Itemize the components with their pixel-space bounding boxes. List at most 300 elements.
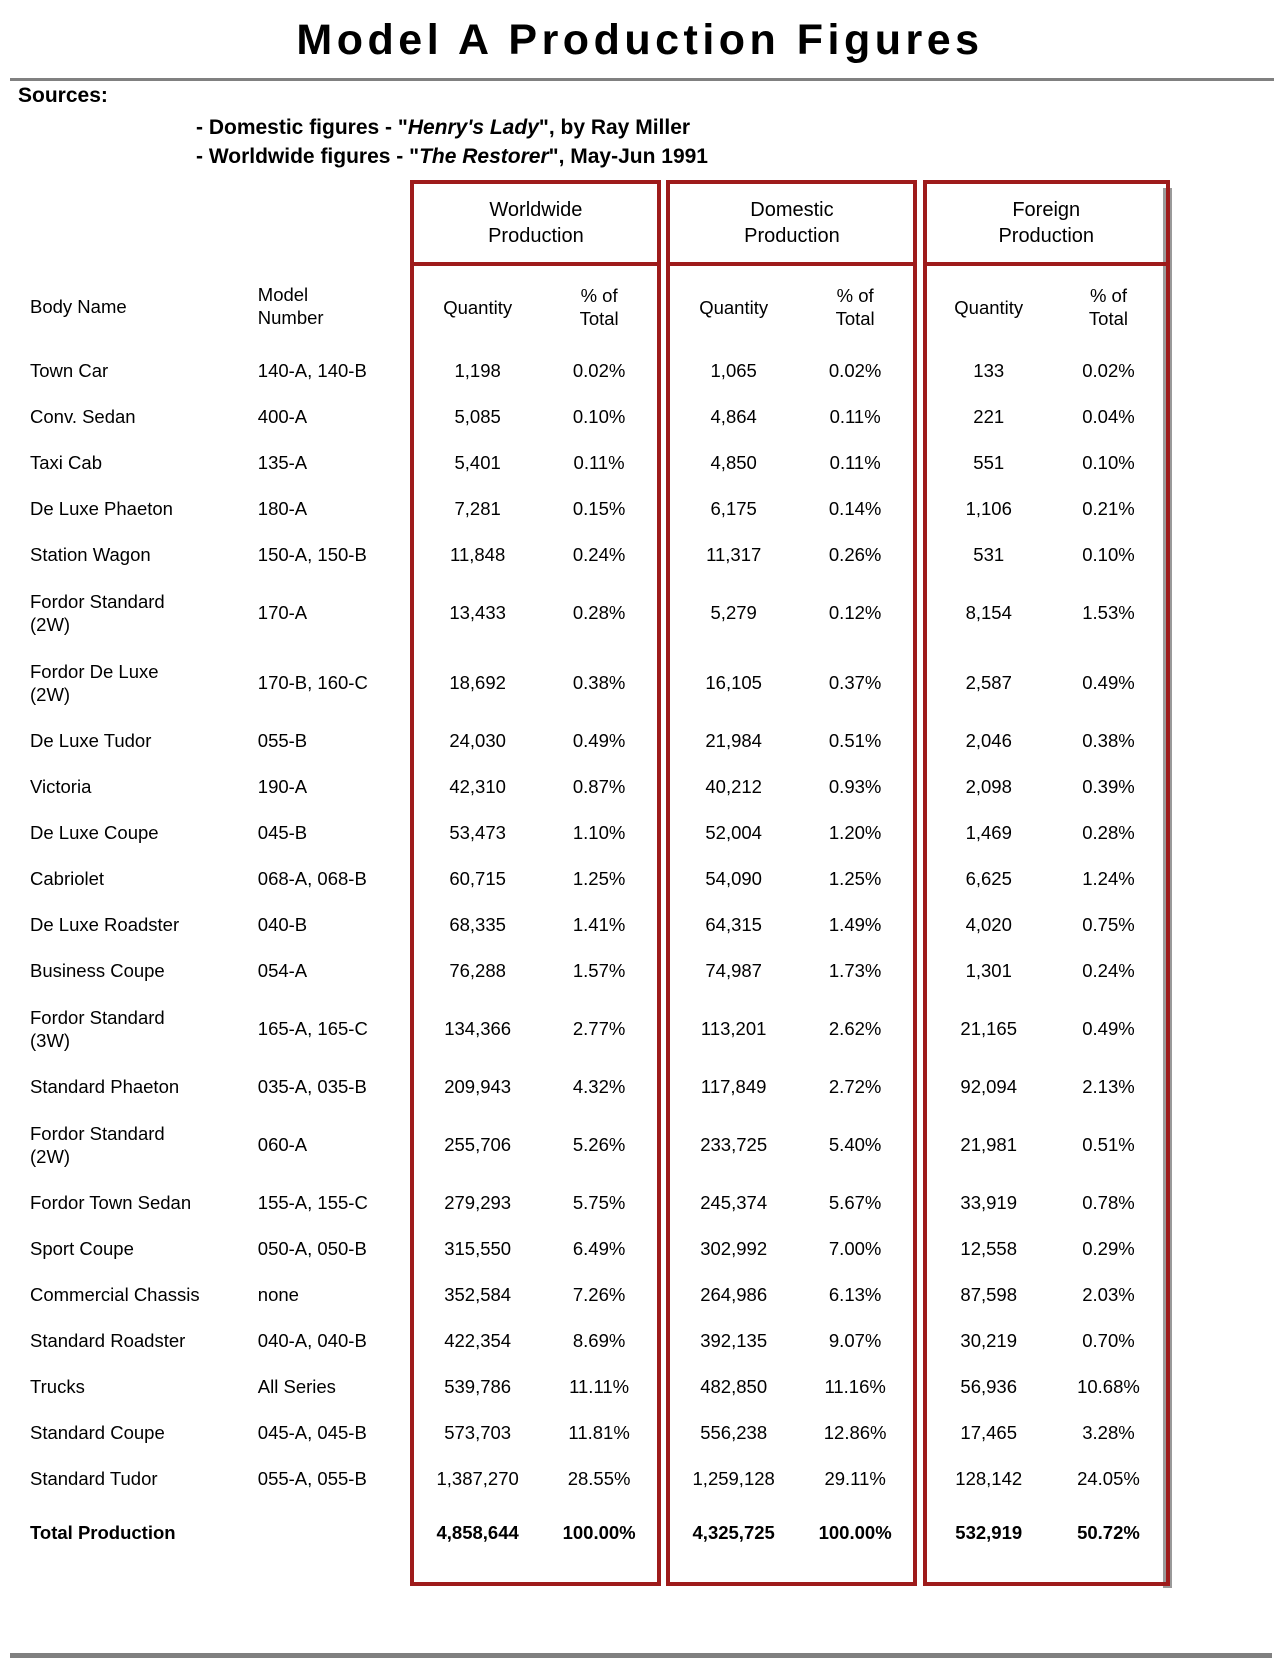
cell-worldwide-quantity: 24,030 (412, 718, 540, 764)
group-gap-1-cell (659, 948, 668, 994)
cell-domestic-pct: 0.11% (797, 440, 916, 486)
cell-worldwide-pct: 1.10% (541, 810, 660, 856)
cell-foreign-pct: 0.29% (1051, 1226, 1168, 1272)
group-header-domestic-line2: Production (744, 225, 840, 247)
cell-body-name (0, 578, 258, 648)
cell-worldwide-pct: 2.77% (541, 994, 660, 1064)
cell-foreign-pct: 0.10% (1051, 440, 1168, 486)
cell-worldwide-pct: 0.38% (541, 648, 660, 718)
group-header-foreign-line1: Foreign (1012, 199, 1081, 221)
cell-domestic-pct: 2.72% (797, 1064, 916, 1110)
page-title: Model A Production Figures (296, 16, 984, 64)
cell-foreign-quantity: 1,106 (925, 486, 1051, 532)
group-gap-1-cell (659, 532, 668, 578)
source-line-domestic-suffix: ", by Ray Miller (538, 116, 691, 139)
cell-worldwide-pct: 11.81% (541, 1410, 660, 1456)
cell-body-name: Standard Phaeton (30, 1076, 180, 1097)
cell-foreign-pct: 0.02% (1051, 348, 1168, 394)
cell-worldwide-pct: 8.69% (541, 1318, 660, 1364)
cell-worldwide-quantity: 539,786 (412, 1364, 540, 1410)
source-line-worldwide (196, 142, 708, 171)
cell-worldwide-pct: 0.49% (541, 718, 660, 764)
source-line-domestic-title: Henry's Lady (407, 116, 539, 139)
group-gap-2-cell (915, 764, 924, 810)
cell-model-number: 170-A (257, 602, 308, 623)
cell-worldwide-quantity: 13,433 (412, 578, 540, 648)
group-gap-1-cell (659, 994, 668, 1064)
cell-domestic-quantity: 21,984 (668, 718, 796, 764)
table-body (0, 182, 1168, 1584)
group-gap-2-cell (915, 994, 924, 1064)
cell-domestic-quantity: 1,065 (668, 348, 796, 394)
cell-foreign-pct: 0.51% (1051, 1110, 1168, 1180)
cell-worldwide-quantity: 18,692 (412, 648, 540, 718)
cell-worldwide-quantity: 76,288 (412, 948, 540, 994)
cell-body-name: Business Coupe (30, 960, 165, 981)
cell-foreign-pct: 1.24% (1051, 856, 1168, 902)
table-row (0, 764, 1168, 810)
cell-body-name: Town Car (30, 360, 109, 381)
group-gap-2-cell (915, 532, 924, 578)
cell-foreign-quantity: 531 (925, 532, 1051, 578)
table-row (0, 348, 1168, 394)
group-gap-1-cell (659, 856, 668, 902)
cell-foreign-quantity: 128,142 (925, 1456, 1051, 1502)
column-header-model-number (258, 264, 413, 348)
group-header-worldwide-line1: Worldwide (489, 199, 583, 221)
cell-total-domestic-quantity: 4,325,725 (668, 1502, 796, 1564)
cell-foreign-quantity: 17,465 (925, 1410, 1051, 1456)
cell-body-name: Fordor Town Sedan (30, 1192, 192, 1213)
cell-body-name-line2: (2W) (30, 614, 71, 635)
cell-model-number: 055-B (257, 730, 308, 751)
cell-body-name-line2: (2W) (30, 1146, 71, 1167)
cell-worldwide-quantity: 68,335 (412, 902, 540, 948)
group-gap-1-cell (659, 1180, 668, 1226)
cell-domestic-pct: 0.14% (797, 486, 916, 532)
cell-domestic-pct: 0.12% (797, 578, 916, 648)
cell-model-number: 135-A (257, 452, 308, 473)
cell-worldwide-quantity: 573,703 (412, 1410, 540, 1456)
source-line-domestic-prefix: - Domestic figures - " (196, 116, 408, 139)
cell-total-foreign-pct: 50.72% (1051, 1502, 1168, 1564)
table-row (0, 902, 1168, 948)
cell-body-name (0, 994, 258, 1064)
table-bottom-cap-row (0, 1564, 1168, 1584)
cell-domestic-pct: 0.26% (797, 532, 916, 578)
table-row (0, 578, 1168, 648)
group-gap-1-cell (659, 1410, 668, 1456)
cell-worldwide-pct: 28.55% (541, 1456, 660, 1502)
cell-model-number: 170-B, 160-C (257, 672, 368, 693)
cell-domestic-quantity: 117,849 (668, 1064, 796, 1110)
cell-body-name: Taxi Cab (30, 452, 102, 473)
cell-foreign-quantity: 4,020 (925, 902, 1051, 948)
table-row (0, 948, 1168, 994)
cell-foreign-pct: 10.68% (1051, 1364, 1168, 1410)
cell-body-name: De Luxe Coupe (30, 822, 159, 843)
group-gap-2-cell (915, 1456, 924, 1502)
table-row (0, 648, 1168, 718)
sources-list (196, 113, 708, 171)
cell-model-number: 060-A (257, 1134, 308, 1155)
group-gap-1-cell (659, 394, 668, 440)
group-gap-1-cell (659, 486, 668, 532)
cell-foreign-pct: 2.13% (1051, 1064, 1168, 1110)
cell-foreign-pct: 0.49% (1051, 648, 1168, 718)
cell-worldwide-pct: 0.28% (541, 578, 660, 648)
production-figures-table (0, 180, 1170, 1586)
cell-worldwide-pct: 6.49% (541, 1226, 660, 1272)
group-gap-2-cell (915, 1272, 924, 1318)
cell-foreign-pct: 0.49% (1051, 994, 1168, 1064)
cell-model-number: 035-A, 035-B (257, 1076, 367, 1097)
group-gap-1-cell (659, 1064, 668, 1110)
cell-model-number: 400-A (257, 406, 308, 427)
table-row (0, 1364, 1168, 1410)
cell-worldwide-pct: 4.32% (541, 1064, 660, 1110)
column-header-foreign-pct (1051, 264, 1168, 348)
column-header-domestic-pct-line2: Total (835, 308, 875, 329)
cell-foreign-quantity: 551 (925, 440, 1051, 486)
column-header-body-name: Body Name (30, 295, 127, 317)
cell-domestic-quantity: 64,315 (668, 902, 796, 948)
group-gap-2-cell (915, 1410, 924, 1456)
column-header-worldwide-pct-line2: Total (579, 308, 619, 329)
cell-worldwide-pct: 5.26% (541, 1110, 660, 1180)
column-header-domestic-pct-line1: % of (836, 285, 874, 306)
group-gap-1-cell (659, 1318, 668, 1364)
cell-foreign-pct: 0.75% (1051, 902, 1168, 948)
cell-worldwide-quantity: 53,473 (412, 810, 540, 856)
group-gap-2-cell (915, 902, 924, 948)
cell-worldwide-quantity: 315,550 (412, 1226, 540, 1272)
group-gap-1-total (659, 1502, 668, 1564)
group-header-spacer-left (0, 182, 258, 264)
cell-foreign-pct: 0.28% (1051, 810, 1168, 856)
table-row (0, 994, 1168, 1064)
cell-foreign-pct: 2.03% (1051, 1272, 1168, 1318)
group-gap-1-cell (659, 440, 668, 486)
group-gap-1-cell (659, 648, 668, 718)
cell-foreign-quantity: 21,165 (925, 994, 1051, 1064)
group-header-worldwide (412, 182, 659, 264)
group-gap-1-sub (659, 264, 668, 348)
group-gap-2 (915, 182, 924, 264)
cell-worldwide-pct: 5.75% (541, 1180, 660, 1226)
cell-foreign-quantity: 2,046 (925, 718, 1051, 764)
cell-total-model (258, 1502, 413, 1564)
cell-body-name-line2: (3W) (30, 1030, 71, 1051)
cell-worldwide-pct: 1.41% (541, 902, 660, 948)
cell-model-number: 180-A (257, 498, 308, 519)
cell-worldwide-pct: 1.25% (541, 856, 660, 902)
cell-foreign-pct: 1.53% (1051, 578, 1168, 648)
group-header-spacer-left2 (258, 182, 413, 264)
cell-domestic-quantity: 245,374 (668, 1180, 796, 1226)
cell-domestic-pct: 0.11% (797, 394, 916, 440)
group-gap-1-cell (659, 1364, 668, 1410)
cell-total-foreign-quantity: 532,919 (925, 1502, 1051, 1564)
cell-foreign-quantity: 56,936 (925, 1364, 1051, 1410)
table-bottom-cap-cell (0, 1564, 258, 1584)
group-gap-2-sub (915, 264, 924, 348)
cell-domestic-quantity: 74,987 (668, 948, 796, 994)
cell-body-name-line1: Fordor Standard (30, 1123, 165, 1144)
group-header-worldwide-line2: Production (488, 225, 584, 247)
cell-domestic-pct: 11.16% (797, 1364, 916, 1410)
group-gap-1-cell (659, 578, 668, 648)
cell-model-number: 050-A, 050-B (257, 1238, 367, 1259)
cell-body-name: De Luxe Roadster (30, 914, 180, 935)
table-row (0, 440, 1168, 486)
group-gap-2-cell (915, 578, 924, 648)
cell-worldwide-pct: 1.57% (541, 948, 660, 994)
group-gap-2-cell (915, 1318, 924, 1364)
cell-worldwide-quantity: 7,281 (412, 486, 540, 532)
cell-body-name (0, 1110, 258, 1180)
table-row (0, 486, 1168, 532)
cell-total-label: Total Production (30, 1522, 176, 1543)
cell-domestic-pct: 0.02% (797, 348, 916, 394)
table-bottom-cap-cell (915, 1564, 924, 1584)
group-gap-2-cell (915, 1226, 924, 1272)
group-gap-1-cell (659, 764, 668, 810)
cell-body-name: Victoria (30, 776, 92, 797)
source-line-worldwide-prefix: - Worldwide figures - " (196, 145, 420, 168)
cell-worldwide-pct: 11.11% (541, 1364, 660, 1410)
cell-domestic-quantity: 302,992 (668, 1226, 796, 1272)
table-bottom-cap-cell (1051, 1564, 1168, 1584)
group-gap-1 (659, 182, 668, 264)
cell-worldwide-quantity: 5,401 (412, 440, 540, 486)
cell-worldwide-quantity: 209,943 (412, 1064, 540, 1110)
table-row (0, 1318, 1168, 1364)
source-line-worldwide-title: The Restorer (419, 145, 549, 168)
cell-foreign-pct: 24.05% (1051, 1456, 1168, 1502)
cell-worldwide-quantity: 422,354 (412, 1318, 540, 1364)
cell-domestic-pct: 1.73% (797, 948, 916, 994)
cell-total-worldwide-quantity: 4,858,644 (412, 1502, 540, 1564)
cell-worldwide-quantity: 134,366 (412, 994, 540, 1064)
cell-foreign-pct: 0.04% (1051, 394, 1168, 440)
footer-divider-rule (10, 1653, 1272, 1658)
title-divider-rule (10, 78, 1274, 81)
cell-model-number: 190-A (257, 776, 308, 797)
cell-body-name: Sport Coupe (30, 1238, 134, 1259)
column-header-row (0, 264, 1168, 348)
cell-model-number: 155-A, 155-C (257, 1192, 368, 1213)
source-line-domestic (196, 113, 708, 142)
cell-total-worldwide-pct: 100.00% (541, 1502, 660, 1564)
table-row (0, 810, 1168, 856)
cell-body-name: Station Wagon (30, 544, 151, 565)
cell-worldwide-quantity: 11,848 (412, 532, 540, 578)
cell-domestic-pct: 6.13% (797, 1272, 916, 1318)
cell-body-name-line1: Fordor Standard (30, 591, 165, 612)
group-gap-1-cell (659, 718, 668, 764)
group-gap-2-cell (915, 394, 924, 440)
cell-domestic-quantity: 482,850 (668, 1364, 796, 1410)
group-gap-1-cell (659, 1456, 668, 1502)
cell-worldwide-pct: 0.11% (541, 440, 660, 486)
group-header-foreign (925, 182, 1169, 264)
group-header-foreign-line2: Production (998, 225, 1095, 247)
cell-worldwide-quantity: 1,387,270 (412, 1456, 540, 1502)
column-header-model-number-line2: Number (257, 307, 324, 328)
table-bottom-cap-cell (668, 1564, 796, 1584)
group-gap-1-cell (659, 1272, 668, 1318)
column-header-foreign-pct-line1: % of (1089, 285, 1127, 306)
cell-foreign-pct: 0.39% (1051, 764, 1168, 810)
group-header-domestic (668, 182, 915, 264)
cell-foreign-quantity: 6,625 (925, 856, 1051, 902)
column-header-foreign-pct-line2: Total (1088, 308, 1128, 329)
cell-worldwide-quantity: 5,085 (412, 394, 540, 440)
cell-model-number: 165-A, 165-C (257, 1018, 368, 1039)
table-row (0, 1226, 1168, 1272)
cell-domestic-quantity: 6,175 (668, 486, 796, 532)
group-gap-2-cell (915, 810, 924, 856)
cell-body-name-line1: Fordor De Luxe (30, 661, 159, 682)
group-gap-2-cell (915, 948, 924, 994)
group-header-domestic-line1: Domestic (750, 199, 834, 221)
source-line-worldwide-suffix: ", May-Jun 1991 (548, 145, 708, 168)
cell-model-number: 040-A, 040-B (257, 1330, 367, 1351)
group-gap-2-cell (915, 648, 924, 718)
table-row (0, 1110, 1168, 1180)
cell-body-name: Commercial Chassis (30, 1284, 200, 1305)
group-gap-1-cell (659, 902, 668, 948)
cell-foreign-pct: 0.10% (1051, 532, 1168, 578)
cell-worldwide-pct: 7.26% (541, 1272, 660, 1318)
cell-foreign-pct: 0.21% (1051, 486, 1168, 532)
group-gap-2-cell (915, 718, 924, 764)
cell-domestic-pct: 7.00% (797, 1226, 916, 1272)
cell-foreign-quantity: 133 (925, 348, 1051, 394)
table-row (0, 1064, 1168, 1110)
cell-total-domestic-pct: 100.00% (797, 1502, 916, 1564)
cell-domestic-quantity: 113,201 (668, 994, 796, 1064)
cell-body-name: De Luxe Tudor (30, 730, 152, 751)
cell-model-number: 150-A, 150-B (257, 544, 367, 565)
cell-domestic-quantity: 392,135 (668, 1318, 796, 1364)
cell-foreign-quantity: 87,598 (925, 1272, 1051, 1318)
cell-domestic-pct: 12.86% (797, 1410, 916, 1456)
cell-domestic-quantity: 11,317 (668, 532, 796, 578)
table-row (0, 856, 1168, 902)
cell-body-name-line2: (2W) (30, 684, 71, 705)
cell-domestic-pct: 1.25% (797, 856, 916, 902)
cell-foreign-quantity: 8,154 (925, 578, 1051, 648)
cell-worldwide-pct: 0.02% (541, 348, 660, 394)
cell-body-name: Cabriolet (30, 868, 105, 889)
cell-domestic-pct: 5.67% (797, 1180, 916, 1226)
cell-body-name: Trucks (30, 1376, 85, 1397)
cell-body-name: Standard Coupe (30, 1422, 165, 1443)
table-row (0, 394, 1168, 440)
cell-domestic-pct: 0.51% (797, 718, 916, 764)
cell-body-name (0, 648, 258, 718)
table-bottom-cap-cell (797, 1564, 916, 1584)
cell-domestic-quantity: 54,090 (668, 856, 796, 902)
cell-model-number: 055-A, 055-B (257, 1468, 367, 1489)
cell-model-number: 040-B (257, 914, 308, 935)
group-gap-2-cell (915, 486, 924, 532)
cell-domestic-quantity: 264,986 (668, 1272, 796, 1318)
cell-body-name: Standard Roadster (30, 1330, 186, 1351)
table-bottom-cap-cell (541, 1564, 660, 1584)
group-gap-1-cell (659, 1110, 668, 1180)
group-gap-1-cell (659, 348, 668, 394)
cell-domestic-quantity: 1,259,128 (668, 1456, 796, 1502)
cell-foreign-pct: 0.38% (1051, 718, 1168, 764)
column-header-domestic-quantity: Quantity (668, 264, 796, 348)
cell-foreign-pct: 3.28% (1051, 1410, 1168, 1456)
table-bottom-cap-cell (659, 1564, 668, 1584)
cell-foreign-quantity: 21,981 (925, 1110, 1051, 1180)
group-gap-1-cell (659, 1226, 668, 1272)
cell-worldwide-quantity: 60,715 (412, 856, 540, 902)
group-header-row (0, 182, 1168, 264)
group-gap-2-cell (915, 1364, 924, 1410)
cell-body-name: Conv. Sedan (30, 406, 136, 427)
cell-domestic-quantity: 16,105 (668, 648, 796, 718)
cell-domestic-quantity: 52,004 (668, 810, 796, 856)
cell-foreign-quantity: 92,094 (925, 1064, 1051, 1110)
cell-model-number: none (257, 1284, 299, 1305)
cell-foreign-quantity: 30,219 (925, 1318, 1051, 1364)
cell-domestic-pct: 0.37% (797, 648, 916, 718)
table-row (0, 1180, 1168, 1226)
column-header-foreign-quantity: Quantity (925, 264, 1051, 348)
cell-domestic-quantity: 556,238 (668, 1410, 796, 1456)
cell-worldwide-quantity: 255,706 (412, 1110, 540, 1180)
cell-worldwide-pct: 0.10% (541, 394, 660, 440)
cell-domestic-pct: 5.40% (797, 1110, 916, 1180)
cell-foreign-quantity: 2,098 (925, 764, 1051, 810)
cell-worldwide-quantity: 279,293 (412, 1180, 540, 1226)
cell-body-name: Standard Tudor (30, 1468, 158, 1489)
cell-domestic-quantity: 233,725 (668, 1110, 796, 1180)
cell-worldwide-quantity: 352,584 (412, 1272, 540, 1318)
cell-domestic-pct: 2.62% (797, 994, 916, 1064)
column-header-worldwide-pct (541, 264, 660, 348)
cell-domestic-pct: 1.20% (797, 810, 916, 856)
table-row (0, 718, 1168, 764)
table-row (0, 1272, 1168, 1318)
cell-model-number: 045-B (257, 822, 308, 843)
group-gap-2-cell (915, 1180, 924, 1226)
cell-worldwide-pct: 0.87% (541, 764, 660, 810)
sources-label: Sources: (18, 84, 108, 107)
cell-foreign-pct: 0.78% (1051, 1180, 1168, 1226)
cell-worldwide-pct: 0.15% (541, 486, 660, 532)
group-gap-2-cell (915, 440, 924, 486)
group-gap-2-total (915, 1502, 924, 1564)
table-row (0, 532, 1168, 578)
cell-worldwide-quantity: 1,198 (412, 348, 540, 394)
cell-model-number: 045-A, 045-B (257, 1422, 367, 1443)
cell-model-number: 054-A (257, 960, 308, 981)
group-gap-2-cell (915, 1110, 924, 1180)
cell-domestic-quantity: 4,864 (668, 394, 796, 440)
cell-foreign-quantity: 2,587 (925, 648, 1051, 718)
cell-domestic-quantity: 5,279 (668, 578, 796, 648)
cell-domestic-pct: 29.11% (797, 1456, 916, 1502)
cell-foreign-quantity: 12,558 (925, 1226, 1051, 1272)
group-gap-1-cell (659, 810, 668, 856)
